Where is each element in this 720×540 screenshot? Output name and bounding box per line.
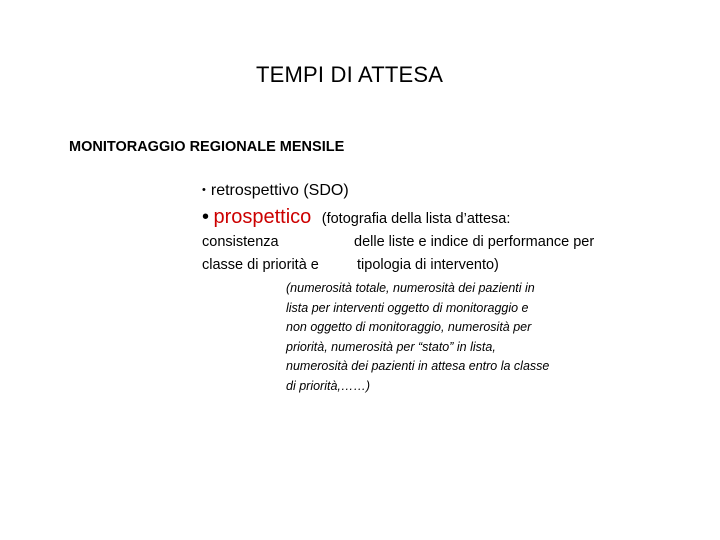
bullet-text-highlight: prospettico xyxy=(213,206,312,228)
continuation-line2-right: tipologia di intervento) xyxy=(357,257,499,273)
continuation-line1-right: delle liste e indice di performance per xyxy=(354,234,595,250)
bullet-text: retrospettivo (SDO) xyxy=(210,182,349,199)
slide-subtitle: MONITORAGGIO REGIONALE MENSILE xyxy=(69,139,345,155)
note-line: non oggetto di monitoraggio, numerosità per xyxy=(286,320,532,334)
bullet-retrospettivo xyxy=(202,182,349,200)
slide-title: TEMPI DI ATTESA xyxy=(256,62,444,87)
note-line: (numerosità totale, numerosità dei pazienti in xyxy=(286,281,535,295)
bullet-marker: • xyxy=(202,184,206,196)
italic-note xyxy=(286,279,549,396)
note-line: di priorità,……) xyxy=(286,378,371,393)
bullet-marker: • xyxy=(202,206,210,228)
bullet-prospettico xyxy=(202,206,510,229)
note-line: priorità, numerosità per “stato” in lista, xyxy=(286,339,496,354)
continuation-line2-left: classe di priorità e xyxy=(202,257,319,273)
bullet-parenthetical: (fotografia della lista d’attesa: xyxy=(321,211,511,227)
continuation-line1-left: consistenza xyxy=(202,234,279,250)
note-line: lista per interventi oggetto di monitoraggio e xyxy=(286,300,529,315)
note-line: numerosità dei pazienti in attesa entro la classe xyxy=(286,359,550,373)
